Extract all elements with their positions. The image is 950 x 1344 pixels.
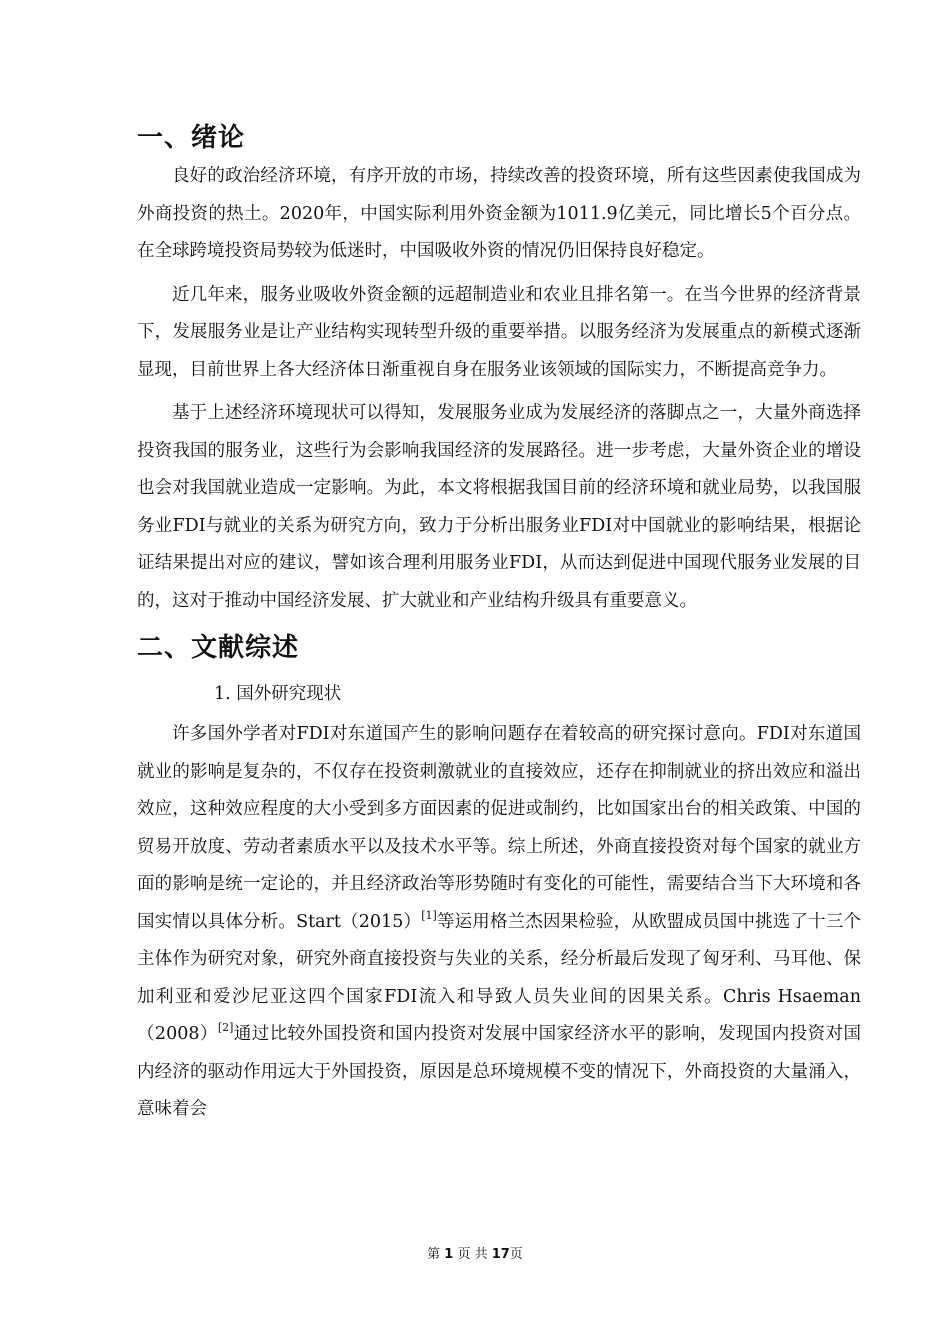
- literature-text-part-1: 许多国外学者对FDI对东道国产生的影响问题存在着较高的研究探讨意向。FDI对东道国就业的影响是复杂的，不仅存在投资刺激就业的直接效应，还存在抑制就业的挤出效应和溢出效应，这种效应程度的大小受到多方面因素的促进或制约，比如国家出台的相关政策、中国的贸易开放度、劳动者素质水平以及技术水平等。综上所述，外商直接投资对每个国家的就业方面的影响是统一定论的，并且经济政治等形势随时有变化的可能性，需要结合当下大环境和各国实情以具体分析。Start（2015）: [137, 724, 861, 932]
- footer-page-number: 1: [444, 1247, 454, 1262]
- subsection-heading-foreign-research: 1. 国外研究现状: [214, 684, 342, 704]
- footer-suffix: 页: [509, 1247, 523, 1262]
- literature-text-part-2: 等运用格兰杰因果检验，从欧盟成员国中挑选了十三个主体作为研究对象，研究外商直接投资与失业的关系，经分析最后发现了匈牙利、马耳他、保加利亚和爱沙尼亚这四个国家FDI流入和导致人员失业间的因果关系。Chris Hsaeman（2008）: [137, 911, 862, 1044]
- citation-2: [2]: [217, 1021, 234, 1034]
- intro-paragraph-1: 良好的政治经济环境，有序开放的市场，持续改善的投资环境，所有这些因素使我国成为外商投资的热土。2020年，中国实际利用外资金额为1011.9亿美元，同比增长5个百分点。在全球跨境投资局势较为低迷时，中国吸收外资的情况仍旧保持良好稳定。: [137, 166, 861, 261]
- page-footer: [0, 1243, 950, 1262]
- footer-middle: 页 共: [457, 1247, 488, 1262]
- footer-total-pages: 17: [491, 1247, 510, 1262]
- citation-1: [1]: [421, 908, 437, 922]
- section-heading-literature-review: 二、文献综述: [137, 633, 300, 663]
- intro-paragraph-2: 近几年来，服务业吸收外资金额的远超制造业和农业且排名第一。在当今世界的经济背景下，发展服务业是让产业结构实现转型升级的重要举措。以服务经济为发展重点的新模式逐渐显现，目前世界上各大经济体日渐重视自身在服务业该领域的国际实力，不断提高竞争力。: [137, 284, 861, 380]
- intro-paragraph-3: 基于上述经济环境现状可以得知，发展服务业成为发展经济的落脚点之一，大量外商选择投资我国的服务业，这些行为会影响我国经济的发展路径。进一步考虑，大量外资企业的增设也会对我国就业造成一定影响。为此，本文将根据我国目前的经济环境和就业局势，以我国服务业FDI与就业的关系为研究方向，致力于分析出服务业FDI对中国就业的影响结果，根据论证结果提出对应的建议，譬如该合理利用服务业FDI，从而达到促进中国现代服务业发展的目的，这对于推动中国经济发展、扩大就业和产业结构升级具有重要意义。: [137, 403, 861, 611]
- page-content: [137, 118, 861, 1129]
- literature-paragraph-1: [137, 716, 861, 1129]
- literature-text-part-3: 通过比较外国投资和国内投资对发展中国家经济水平的影响，发现国内投资对国内经济的驱动作用远大于外国投资，原因是总环境规模不变的情况下，外商投资的大量涌入，意味着会: [137, 1024, 861, 1119]
- section-heading-introduction: 一、绪论: [137, 123, 246, 153]
- footer-prefix: 第: [427, 1247, 441, 1262]
